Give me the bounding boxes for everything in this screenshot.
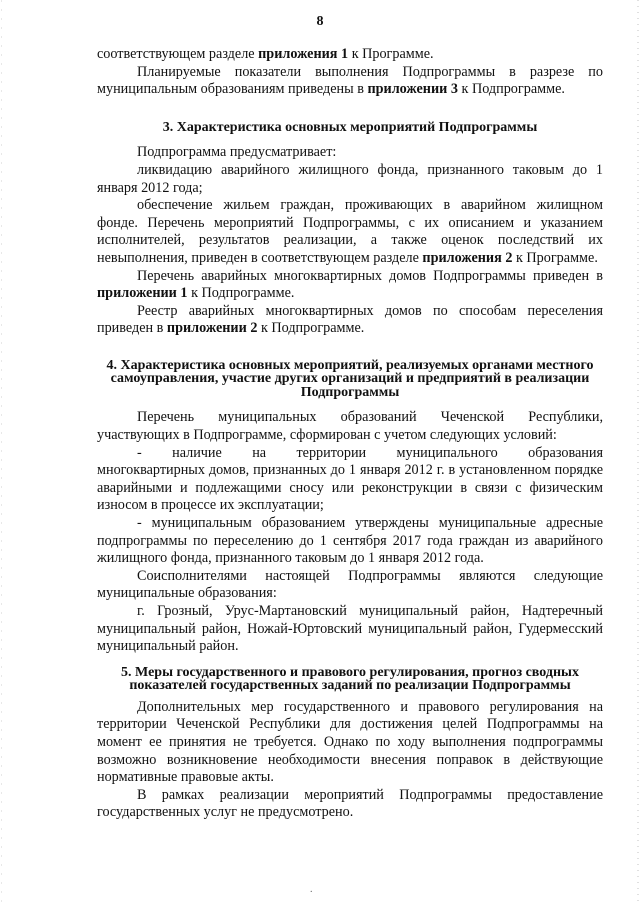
appendix-reference: приложении 1 xyxy=(97,285,188,302)
spacer xyxy=(97,338,603,359)
text-run: к Программе. xyxy=(512,249,598,266)
paragraph xyxy=(97,162,603,197)
text-run: соответствующем разделе xyxy=(97,46,259,62)
paragraph xyxy=(97,787,603,822)
paragraph xyxy=(97,144,603,162)
spacer xyxy=(97,399,603,409)
scan-mark: . xyxy=(310,884,313,895)
text-run: Подпрограмма предусматривает: xyxy=(137,144,337,161)
paragraph xyxy=(97,46,603,64)
appendix-reference: приложения 2 xyxy=(422,249,513,266)
text-run: к Программе. xyxy=(348,46,434,62)
text-run: к Подпрограмме. xyxy=(187,285,295,302)
text-run: ликвидацию аварийного жилищного фонда, признанного таковым до 1 января 2012 года; xyxy=(97,161,603,196)
appendix-reference: приложения 1 xyxy=(258,46,349,62)
section-5-heading: 5. Меры государственного и правового регулирования, прогноз сводных показателей государственных заданий по реализации Подпрограммы xyxy=(121,664,579,694)
word: муниципального xyxy=(396,444,498,461)
text-run: Реестр аварийных многоквартирных домов по способам переселения приведен в xyxy=(97,302,603,337)
word: территории xyxy=(296,444,367,461)
spacer xyxy=(97,136,603,144)
paragraph-text: многоквартирных домов, признанных до 1 января 2012 г. в установленном порядке аварийными и подлежащими сносу или реконструкции в связи с физическим износом в процессе их эксплуатации; xyxy=(97,462,603,514)
paragraph xyxy=(97,603,603,656)
appendix-reference: приложении 3 xyxy=(367,81,458,98)
document-body xyxy=(97,46,603,822)
paragraph xyxy=(97,409,603,444)
text-run: Перечень аварийных многоквартирных домов Подпрограммы приведен в xyxy=(137,267,603,284)
paragraph xyxy=(97,268,603,303)
page-number: 8 xyxy=(316,14,324,29)
scan-edge-right xyxy=(637,0,639,905)
paragraph xyxy=(97,303,603,338)
paragraph xyxy=(97,515,603,568)
appendix-reference: приложении 2 xyxy=(166,320,258,337)
section-4-heading: 4. Характеристика основных мероприятий, реализуемых органами местного самоуправления, участие других организаций и предприятий в реализации Подпрограммы xyxy=(106,357,594,400)
word: на xyxy=(252,444,267,461)
text-run: к Подпрограмме. xyxy=(457,81,565,98)
word: наличие xyxy=(172,444,222,461)
section-3-heading: 3. Характеристика основных мероприятий Подпрограммы xyxy=(162,119,538,135)
word: - xyxy=(137,444,142,461)
spacer xyxy=(97,99,603,119)
paragraph xyxy=(97,64,603,99)
scan-edge-left xyxy=(1,0,2,905)
text-run: - муниципальным образованием утверждены муниципальные адресные подпрограммы по переселению до 1 сентября 2017 года граждан из аварийного жилищного фонда, признанного таковым до 1 января 2012 года. xyxy=(97,514,603,567)
paragraph xyxy=(97,699,603,787)
text-run: В рамках реализации мероприятий Подпрограммы предоставление государственных услуг не предусмотрено. xyxy=(97,786,603,821)
text-run: Соисполнителями настоящей Подпрограммы являются следующие муниципальные образования: xyxy=(97,567,603,602)
text-run: Планируемые показатели выполнения Подпрограммы в разрезе по муниципальным образованиям приведены в xyxy=(97,63,603,98)
text-run: Перечень муниципальных образований Чеченской Республики, участвующих в Подпрограмме, сформирован с учетом следующих условий: xyxy=(97,409,603,443)
word: образования xyxy=(528,444,603,461)
paragraph xyxy=(97,568,603,603)
text-run: к Подпрограмме. xyxy=(257,320,365,337)
paragraph xyxy=(97,197,603,267)
text-run: Дополнительных мер государственного и правового регулирования на территории Чеченской Республики для достижения целей Подпрограммы на момент ее принятия не требуется. Однако по ходу выполнения подпрограммы возможно возникновение необходимости внесения поправок в действующие нормативные правовые акты. xyxy=(97,698,603,786)
text-run: обеспечение жильем граждан, проживающих в аварийном жилищном фонде. Перечень мероприятий Подпрограммы, с их описанием и указанием исполнителей, результатов реализации, а также оценок последствий их невыполнения, приведен в соответствующем разделе xyxy=(97,197,603,266)
condition-item xyxy=(97,445,603,515)
text-run: г. Грозный, Урус-Мартановский муниципальный район, Надтеречный муниципальный район, Ножай-Юртовский муниципальный район, Гудермесский муниципальный район. xyxy=(97,602,603,655)
